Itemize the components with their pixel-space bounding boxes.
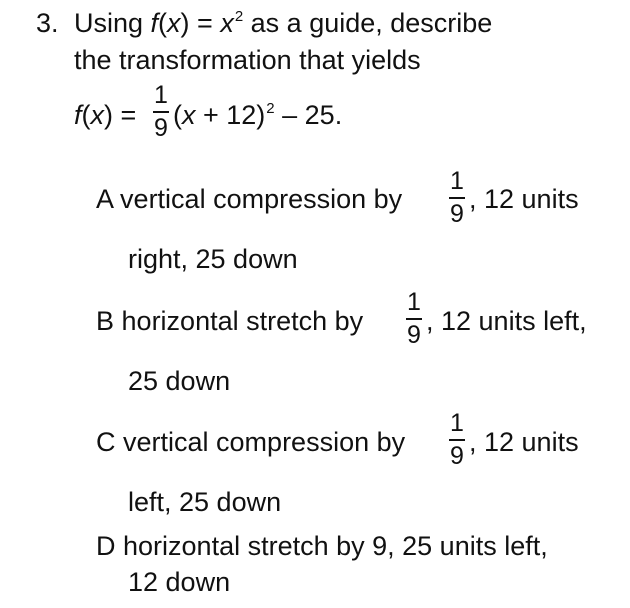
choice-a-fraction-bar — [449, 197, 465, 199]
choice-b-text-before: horizontal stretch by — [121, 306, 364, 336]
choice-c-fraction-numerator: 1 — [450, 409, 464, 437]
eq-rhs-exponent: 2 — [266, 100, 275, 117]
choice-a-letter: A — [96, 184, 113, 214]
choice-d-text: horizontal stretch by 9, 25 units left, — [123, 531, 548, 561]
choice-a-line-2: right, 25 down — [128, 244, 298, 274]
choice-b-line-2: 25 down — [128, 366, 231, 396]
choice-d-letter: D — [96, 531, 116, 561]
question-line-1-pre: Using — [74, 8, 151, 38]
choice-c-letter: C — [96, 427, 116, 457]
choice-c-text-before: vertical compression by — [123, 427, 406, 457]
choice-a-fraction-denominator: 9 — [450, 199, 464, 228]
equation-fraction-bar — [153, 111, 169, 113]
eq-rhs-mid: + 12) — [195, 100, 266, 130]
choice-b-fraction-numerator: 1 — [407, 288, 421, 316]
choice-d-line-1[interactable] — [96, 533, 548, 560]
choice-c-fraction-bar — [449, 439, 465, 441]
equation-rhs — [173, 102, 342, 129]
equation-lhs — [74, 102, 136, 129]
choice-b-fraction-bar — [406, 318, 422, 320]
variable-x: x — [167, 8, 181, 38]
choice-b-fraction-denominator: 9 — [407, 320, 421, 349]
exponent-2: 2 — [234, 8, 244, 25]
choice-c-fraction — [449, 411, 465, 469]
choice-b-fraction — [406, 290, 422, 348]
choice-c-line-1[interactable] — [96, 429, 405, 456]
eq-rhs-tail: – 25. — [274, 100, 343, 130]
eq-equals: ) = — [104, 100, 137, 130]
eq-rhs-paren: ( — [173, 100, 182, 130]
eq-function-f: f — [74, 100, 82, 130]
question-line-2: the transformation that yields — [74, 45, 421, 75]
choice-b-line-1[interactable] — [96, 308, 363, 335]
equation-fraction — [153, 83, 169, 141]
eq-paren-open: ( — [81, 100, 91, 130]
function-f: f — [150, 8, 159, 38]
question-number: 3. — [36, 8, 59, 38]
choice-b-letter: B — [96, 306, 115, 336]
question-line-1-post: as a guide, describe — [243, 8, 493, 38]
equals: ) = — [180, 8, 221, 38]
eq-rhs-x: x — [182, 100, 196, 130]
choice-b-text-after: , 12 units left, — [426, 306, 587, 336]
choice-a-text-before: vertical compression by — [120, 184, 403, 214]
paren-open: ( — [158, 8, 168, 38]
choice-a-fraction-numerator: 1 — [450, 167, 464, 195]
equation-fraction-denominator: 9 — [154, 113, 168, 142]
choice-a-text-after: , 12 units — [469, 184, 579, 214]
choice-a-fraction — [449, 169, 465, 227]
choice-d-line-2: 12 down — [128, 567, 231, 597]
choice-c-line-2: left, 25 down — [128, 487, 282, 517]
choice-c-fraction-denominator: 9 — [450, 441, 464, 470]
equation-fraction-numerator: 1 — [154, 81, 168, 109]
variable-x-base: x — [220, 8, 234, 38]
question-line-1 — [74, 10, 492, 37]
choice-c-text-after: , 12 units — [469, 427, 579, 457]
choice-a-line-1[interactable] — [96, 186, 402, 213]
eq-variable-x: x — [90, 100, 105, 130]
